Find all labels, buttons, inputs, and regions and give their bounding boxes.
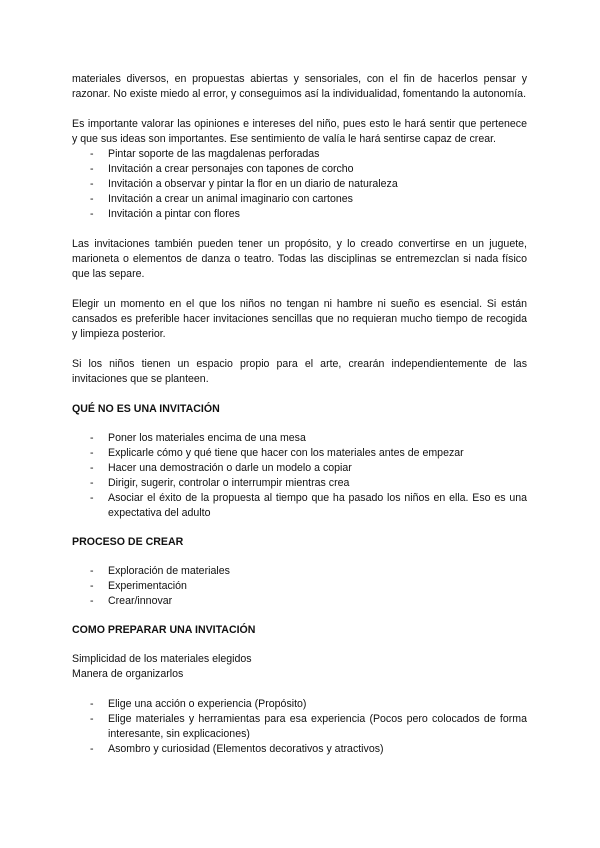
- preparar-list: [72, 697, 527, 757]
- list-item: - Elige una acción o experiencia (Propósito): [90, 698, 307, 710]
- list-item: - Invitación a crear personajes con tapones de corcho: [90, 163, 354, 175]
- list-item: - Asociar el éxito de la propuesta al tiempo que ha pasado los niños en ella. Eso es una expectativa del adulto: [90, 492, 527, 519]
- proposito-paragraph: Las invitaciones también pueden tener un propósito, y lo creado convertirse en un juguete, marioneta o elementos de danza o teatro. Todas las disciplinas se entremezclan si nada físico que las separe.: [72, 238, 527, 280]
- list-item: - Invitación a observar y pintar la flor en un diario de naturaleza: [90, 178, 398, 190]
- list-item: - Invitación a crear un animal imaginario con cartones: [90, 193, 353, 205]
- preparar-heading: COMO PREPARAR UNA INVITACIÓN: [72, 624, 256, 636]
- proceso-heading: PROCESO DE CREAR: [72, 536, 184, 548]
- list-item: - Pintar soporte de las magdalenas perforadas: [90, 148, 320, 160]
- no-es-heading: QUÉ NO ES UNA INVITACIÓN: [72, 403, 220, 415]
- list-item: - Elige materiales y herramientas para esa experiencia (Pocos pero colocados de forma interesante, sin explicaciones): [90, 713, 527, 740]
- list-item: - Explicarle cómo y qué tiene que hacer con los materiales antes de empezar: [90, 447, 464, 459]
- list-item: - Dirigir, sugerir, controlar o interrumpir mientras crea: [90, 477, 350, 489]
- preparar-line-2: Manera de organizarlos: [72, 668, 184, 680]
- list-item: - Exploración de materiales: [90, 565, 230, 577]
- intro-paragraph: materiales diversos, en propuestas abiertas y sensoriales, con el fin de hacerlos pensar y razonar. No existe miedo al error, y conseguimos así la individualidad, fomentando la autonomía.: [72, 73, 527, 100]
- espacio-paragraph: Si los niños tienen un espacio propio para el arte, crearán independientemente de las invitaciones que se planteen.: [72, 358, 527, 385]
- proceso-list: [72, 564, 527, 609]
- list-item: - Experimentación: [90, 580, 187, 592]
- preparar-line-1: Simplicidad de los materiales elegidos: [72, 653, 252, 665]
- no-es-list: [72, 431, 527, 521]
- list-item: - Asombro y curiosidad (Elementos decorativos y atractivos): [90, 743, 384, 755]
- list-item: - Hacer una demostración o darle un modelo a copiar: [90, 462, 352, 474]
- list-item: - Poner los materiales encima de una mesa: [90, 432, 306, 444]
- examples-list: [72, 147, 527, 222]
- list-item: - Invitación a pintar con flores: [90, 208, 240, 220]
- valorar-paragraph: Es importante valorar las opiniones e intereses del niño, pues esto le hará sentir que pertenece y que sus ideas son importantes. Ese sentimiento de valía le hará sentirse capaz de crear.: [72, 118, 527, 145]
- list-item: - Crear/innovar: [90, 595, 173, 607]
- momento-paragraph: Elegir un momento en el que los niños no tengan ni hambre ni sueño es esencial. Si están cansados es preferible hacer invitaciones sencillas que no requieran mucho tiempo de recogida y limpieza posterior.: [72, 298, 527, 340]
- document-body: [72, 72, 527, 757]
